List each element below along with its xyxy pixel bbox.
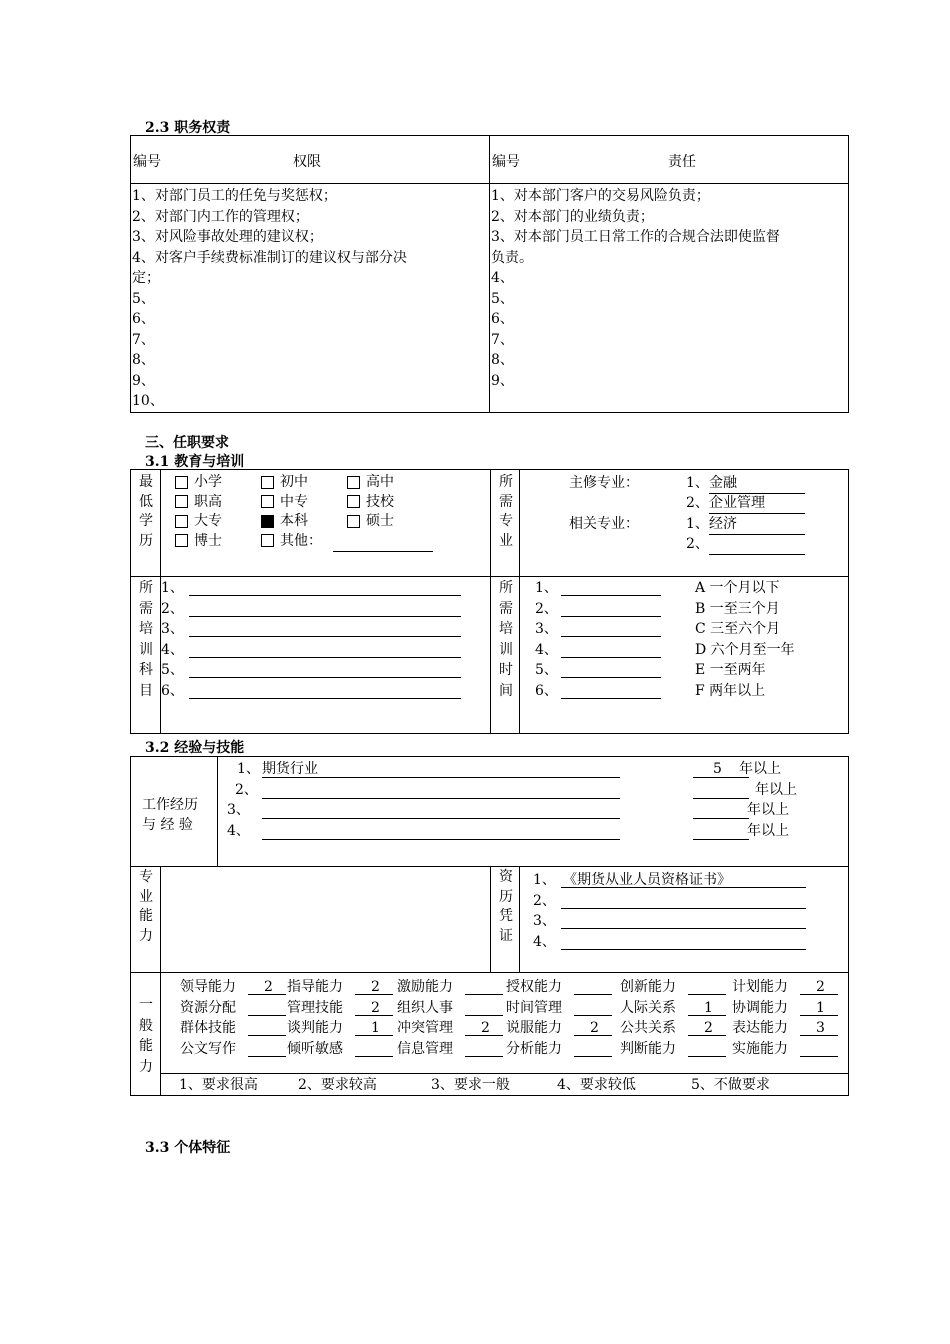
- train-item-no: 6、: [161, 682, 184, 699]
- authority-table: [130, 135, 849, 413]
- train-item: [161, 599, 481, 620]
- vertical-char: 力: [139, 1058, 153, 1075]
- major-rel-label: 相关专业：: [569, 516, 639, 532]
- checkbox-icon: [175, 515, 188, 528]
- work-item-suffix: 年以上: [739, 761, 781, 777]
- edu-option-label: 其他：: [280, 532, 322, 549]
- ability-name: 信息管理: [397, 1040, 453, 1057]
- vertical-char: 般: [139, 1017, 153, 1034]
- edu-option: [261, 492, 308, 512]
- vertical-char: 凭: [499, 908, 513, 924]
- vertical-char: 业: [499, 532, 513, 549]
- train-item-line: [189, 677, 461, 678]
- edu-label: [135, 473, 157, 551]
- vertical-char: 学: [139, 513, 153, 529]
- train-item-line: [189, 657, 461, 658]
- ability-line: [465, 1015, 503, 1016]
- time-option: E 一至两年: [695, 662, 766, 678]
- vertical-char: 需: [139, 600, 153, 617]
- ability-level: 3: [816, 1020, 825, 1036]
- ability-level: 1: [816, 999, 825, 1016]
- ability-line: [688, 1056, 726, 1057]
- ability-name: 倾听敏感: [287, 1040, 343, 1057]
- train-item-line: [189, 698, 461, 699]
- time-item-line: [561, 698, 661, 699]
- major-main-1-no: 1、: [686, 475, 709, 491]
- vertical-char: 所: [499, 580, 513, 596]
- ability-level: 2: [264, 979, 273, 995]
- ability-name: 管理技能: [287, 999, 343, 1016]
- ability-name: 冲突管理: [397, 1020, 453, 1036]
- ability-line: [800, 1056, 838, 1057]
- vertical-char: 低: [139, 493, 153, 510]
- responsibility-item: 4、: [491, 270, 514, 286]
- time-item: [535, 619, 675, 640]
- ability-line: [574, 1056, 612, 1057]
- train-item-line: [189, 636, 461, 637]
- work-item-line: [262, 777, 620, 778]
- responsibility-item: 8、: [491, 352, 514, 368]
- train-item-no: 4、: [161, 641, 184, 658]
- cert-item: [531, 891, 841, 912]
- edu-option-label: 博士: [194, 532, 222, 549]
- authority-item: 6、: [132, 311, 155, 327]
- edu-option-label: 初中: [280, 474, 308, 490]
- other-line: [333, 551, 433, 552]
- vertical-char: 所: [499, 474, 513, 490]
- vertical-char: 目: [139, 682, 153, 699]
- edu-option: [347, 511, 394, 531]
- ability-name: 授权能力: [506, 979, 562, 995]
- cert-item-line: [561, 908, 806, 909]
- time-option: B 一至三个月: [695, 600, 780, 617]
- vertical-char: 能: [139, 908, 153, 924]
- time-option: D 六个月至一年: [695, 641, 795, 658]
- cert-item-line: [561, 949, 806, 950]
- ability-name: 组织人事: [397, 999, 453, 1016]
- edu-option: [175, 492, 222, 512]
- authority-item: 2、对部门内工作的管理权；: [132, 208, 309, 225]
- gen-label: [135, 995, 157, 1077]
- checkbox-icon: [347, 495, 360, 508]
- ability-line: [248, 1015, 286, 1016]
- work-item-text: 期货行业: [262, 761, 318, 777]
- time-item-no: 3、: [535, 621, 558, 637]
- vertical-char: 能: [139, 1038, 153, 1054]
- time-item-no: 6、: [535, 682, 558, 699]
- vertical-char: 历: [139, 532, 153, 549]
- train-item-no: 2、: [161, 600, 184, 617]
- time-item: [535, 599, 675, 620]
- time-item-no: 4、: [535, 641, 558, 658]
- time-list: [535, 578, 675, 701]
- vertical-char: 力: [139, 927, 153, 944]
- vertical-char: 业: [139, 888, 153, 905]
- checkbox-checked-icon: [261, 515, 274, 528]
- ability-name: 指导能力: [287, 979, 343, 995]
- ability-level: 1: [704, 999, 713, 1016]
- vertical-char: 一: [139, 997, 153, 1013]
- vertical-char: 需: [499, 493, 513, 510]
- checkbox-icon: [175, 495, 188, 508]
- ability-name: 协调能力: [732, 999, 788, 1016]
- cert-item: [531, 932, 841, 953]
- vertical-char: 历: [499, 888, 513, 905]
- checkbox-icon: [347, 515, 360, 528]
- responsibility-item: 负责。: [491, 249, 533, 266]
- ability-name: 实施能力: [732, 1040, 788, 1057]
- train-list: [161, 578, 481, 701]
- ability-level: 2: [371, 979, 380, 995]
- work-item-line: [262, 839, 620, 840]
- time-item: [535, 660, 675, 681]
- vertical-char: 时: [499, 662, 513, 678]
- authority-item: 定；: [132, 270, 160, 286]
- edu-option-label: 大专: [194, 513, 222, 529]
- major-main-2-no: 2、: [686, 495, 709, 511]
- ability-name: 人际关系: [620, 999, 676, 1016]
- responsibility-item: 5、: [491, 290, 514, 307]
- work-item-suffix: 年以上: [755, 781, 797, 798]
- major-rel-1-no: 1、: [686, 516, 709, 532]
- ability-level: 2: [816, 979, 825, 995]
- train-item-line: [189, 595, 461, 596]
- vertical-char: 专: [139, 869, 153, 885]
- section-title-3: 三、任职要求: [145, 435, 229, 451]
- edu-option-label: 技校: [366, 493, 394, 510]
- ability-name: 说服能力: [506, 1020, 562, 1036]
- edu-option: [175, 511, 222, 531]
- legend-item: 3、要求一般: [431, 1077, 510, 1093]
- authority-item: 10、: [132, 393, 164, 409]
- edu-option: [347, 472, 394, 492]
- work-item: [219, 759, 849, 780]
- train-item: [161, 640, 481, 661]
- major-main-2: 企业管理: [709, 493, 805, 514]
- major-main-label: 主修专业：: [569, 475, 639, 491]
- ability-name: 表达能力: [732, 1020, 788, 1036]
- work-years-line: [693, 839, 749, 840]
- vertical-char: 培: [139, 621, 153, 637]
- checkbox-icon: [347, 476, 360, 489]
- ability-level: 1: [371, 1020, 380, 1036]
- vertical-char: 最: [139, 474, 153, 490]
- work-label-2: 与 经 验: [142, 817, 193, 833]
- cert-item-no: 2、: [533, 892, 556, 909]
- right-head: 责任: [668, 154, 696, 170]
- work-years-line: [693, 818, 749, 819]
- vertical-char: 资: [499, 869, 513, 885]
- train-item: [161, 619, 481, 640]
- work-item-years: 5: [713, 761, 722, 777]
- ability-name: 群体技能: [180, 1020, 236, 1036]
- checkbox-icon: [261, 476, 274, 489]
- edu-option: [261, 472, 308, 492]
- time-option: F 两年以上: [695, 682, 766, 699]
- time-item: [535, 640, 675, 661]
- time-item-line: [561, 677, 661, 678]
- responsibility-item: 6、: [491, 311, 514, 327]
- time-item-no: 5、: [535, 662, 558, 678]
- legend-item: 4、要求较低: [557, 1077, 636, 1093]
- legend-item: 5、不做要求: [691, 1077, 770, 1093]
- ability-line: [465, 994, 503, 995]
- major-rel-2-no: 2、: [686, 536, 709, 552]
- ability-name: 时间管理: [506, 999, 562, 1016]
- time-item-line: [561, 616, 661, 617]
- authority-item: 4、对客户手续费标准制订的建议权与部分决: [132, 249, 407, 266]
- responsibility-item: 1、对本部门客户的交易风险负责；: [491, 188, 710, 204]
- work-item: [219, 800, 849, 821]
- train-item: [161, 660, 481, 681]
- cert-item: [531, 911, 841, 932]
- left-head: 权限: [293, 154, 321, 170]
- responsibility-list: [491, 186, 848, 391]
- checkbox-icon: [261, 534, 274, 547]
- time-option: A 一个月以下: [695, 580, 780, 596]
- checkbox-icon: [261, 495, 274, 508]
- authority-item: 1、对部门员工的任免与奖惩权；: [132, 188, 337, 204]
- major-rel-2: [709, 534, 805, 555]
- legend-item: 2、要求较高: [298, 1077, 377, 1093]
- edu-option: [175, 531, 222, 551]
- cert-item-no: 3、: [533, 913, 556, 929]
- work-list: [219, 759, 849, 841]
- train-item-no: 1、: [161, 580, 184, 596]
- major-rel-1: 经济: [709, 514, 805, 535]
- experience-table: [130, 756, 849, 1096]
- responsibility-item: 2、对本部门的业绩负责；: [491, 208, 654, 225]
- responsibility-item: 7、: [491, 331, 514, 348]
- left-head-no: 编号: [133, 154, 161, 170]
- vertical-char: 训: [139, 641, 153, 658]
- time-options: [695, 578, 845, 701]
- legend: [161, 1075, 849, 1095]
- edu-option-label: 职高: [194, 493, 222, 510]
- section-title-2-3: 2.3 职务权责: [145, 120, 231, 136]
- ability-name: 资源分配: [180, 999, 236, 1016]
- vertical-char: 专: [499, 513, 513, 529]
- authority-item: 9、: [132, 372, 155, 389]
- authority-list: [132, 186, 489, 412]
- major-label: [495, 473, 517, 551]
- ability-line: [688, 994, 726, 995]
- ability-name: 激励能力: [397, 979, 453, 995]
- ability-name: 判断能力: [620, 1040, 676, 1057]
- work-item-no: 4、: [227, 822, 250, 839]
- cert-list: [531, 870, 841, 952]
- ability-name: 创新能力: [620, 979, 676, 995]
- time-item-line: [561, 595, 661, 596]
- train-item-no: 5、: [161, 662, 184, 678]
- abilities-grid: [161, 974, 849, 1072]
- time-option: C 三至六个月: [695, 621, 781, 637]
- ability-line: [355, 1056, 393, 1057]
- train-item-no: 3、: [161, 621, 184, 637]
- ability-line: [248, 1056, 286, 1057]
- vertical-char: 科: [139, 662, 153, 678]
- section-title-3-3: 3.3 个体特征: [145, 1140, 231, 1156]
- cert-item-no: 4、: [533, 933, 556, 950]
- legend-item: 1、要求很高: [179, 1077, 258, 1093]
- edu-option: [261, 511, 308, 531]
- authority-item: 5、: [132, 290, 155, 307]
- work-item-suffix: 年以上: [747, 802, 789, 818]
- authority-item: 8、: [132, 352, 155, 368]
- ability-level: 2: [590, 1020, 599, 1036]
- ability-name: 分析能力: [506, 1040, 562, 1057]
- checkbox-icon: [175, 476, 188, 489]
- edu-option: [175, 472, 222, 492]
- vertical-char: 训: [499, 641, 513, 658]
- time-item-no: 1、: [535, 580, 558, 596]
- section-title-3-2: 3.2 经验与技能: [145, 740, 245, 756]
- edu-option-label: 小学: [194, 474, 222, 490]
- time-item-line: [561, 636, 661, 637]
- authority-item: 7、: [132, 331, 155, 348]
- edu-option-label: 本科: [280, 513, 308, 529]
- ability-level: 2: [481, 1020, 490, 1036]
- vertical-char: 需: [499, 600, 513, 617]
- cert-item-line: [561, 928, 806, 929]
- edu-options: [161, 472, 489, 574]
- work-item-no: 2、: [235, 781, 258, 798]
- cert-item-no: 1、: [533, 872, 556, 888]
- ability-line: [574, 994, 612, 995]
- ability-name: 公共关系: [620, 1020, 676, 1036]
- work-item-suffix: 年以上: [747, 822, 789, 839]
- work-item: [219, 780, 849, 801]
- section-title-3-1: 3.1 教育与培训: [145, 454, 245, 470]
- right-head-no: 编号: [492, 154, 520, 170]
- time-label: [495, 578, 517, 701]
- pro-label: [135, 868, 157, 946]
- work-item: [219, 821, 849, 842]
- edu-option-label: 高中: [366, 474, 394, 490]
- ability-level: 2: [704, 1020, 713, 1036]
- edu-option-label: 中专: [280, 493, 308, 510]
- cert-label: [495, 868, 517, 946]
- ability-name: 领导能力: [180, 979, 236, 995]
- work-item-no: 1、: [237, 761, 260, 777]
- edu-option: [347, 492, 394, 512]
- ability-line: [574, 1015, 612, 1016]
- cert-item-line: [561, 887, 806, 888]
- time-item-line: [561, 657, 661, 658]
- ability-line: [248, 1035, 286, 1036]
- education-table: [130, 469, 849, 734]
- vertical-char: 培: [499, 621, 513, 637]
- authority-item: 3、对风险事故处理的建议权；: [132, 229, 323, 245]
- edu-option: [261, 531, 322, 551]
- ability-name: 谈判能力: [287, 1020, 343, 1036]
- vertical-char: 证: [499, 927, 513, 944]
- cert-item: [531, 870, 841, 891]
- responsibility-item: 3、对本部门员工日常工作的合规合法即使监督: [491, 229, 780, 245]
- time-item: [535, 681, 675, 702]
- ability-name: 公文写作: [180, 1040, 236, 1057]
- major-main-1: 金融: [709, 473, 805, 494]
- vertical-char: 所: [139, 580, 153, 596]
- train-item-line: [189, 616, 461, 617]
- checkbox-icon: [175, 534, 188, 547]
- work-item-line: [262, 818, 620, 819]
- edu-option-label: 硕士: [366, 513, 394, 529]
- cert-item-text: 《期货从业人员资格证书》: [563, 872, 731, 888]
- responsibility-item: 9、: [491, 372, 514, 389]
- work-item-no: 3、: [227, 802, 250, 818]
- work-label: 工作经历: [142, 797, 198, 813]
- ability-level: 2: [371, 999, 380, 1016]
- work-years-line: [693, 798, 749, 799]
- train-item: [161, 681, 481, 702]
- vertical-char: 间: [499, 682, 513, 699]
- train-item: [161, 578, 481, 599]
- time-item-no: 2、: [535, 600, 558, 617]
- train-label: [135, 578, 157, 701]
- time-item: [535, 578, 675, 599]
- ability-name: 计划能力: [732, 979, 788, 995]
- ability-line: [465, 1056, 503, 1057]
- work-item-line: [262, 798, 620, 799]
